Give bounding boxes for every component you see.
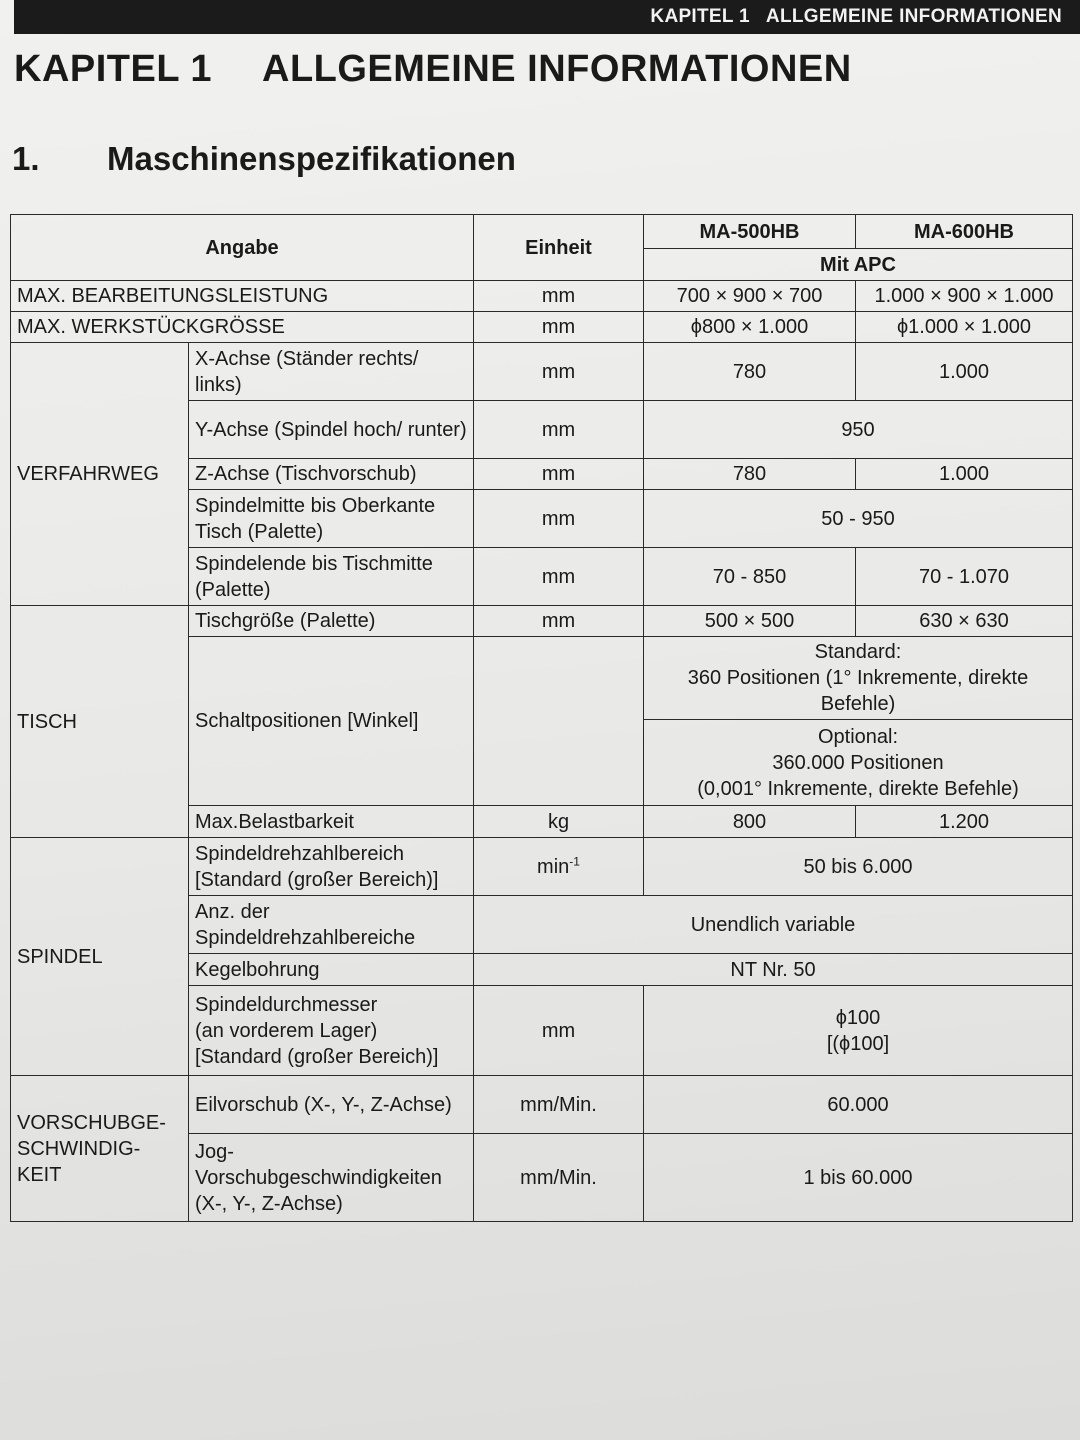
value-ma500hb: 500 × 500 (644, 606, 856, 637)
row-label-line: Vorschubgeschwindigkeiten (195, 1166, 442, 1189)
value-ma500hb: ϕ800 × 1.000 (644, 312, 856, 343)
row-label: Tischgröße (Palette) (189, 606, 474, 637)
table-row (11, 312, 1073, 343)
table-row (11, 343, 1073, 401)
row-label: Y-Achse (Spindel hoch/ runter) (189, 401, 474, 459)
row-label-line: [Standard (großer Bereich)] (195, 1045, 439, 1068)
header-model-ma600hb: MA-600HB (856, 215, 1073, 249)
table-row (11, 838, 1073, 896)
section-name: Maschinenspezifikationen (107, 140, 516, 177)
row-label: X-Achse (Ständer rechts/ links) (189, 343, 474, 401)
group-label-verfahrweg: VERFAHRWEG (11, 343, 189, 606)
row-label-line: Jog- (195, 1140, 234, 1163)
group-label-line: KEIT (17, 1163, 62, 1186)
row-unit: mm/Min. (474, 1076, 644, 1134)
row-unit: mm (474, 548, 644, 606)
value-ma600hb: 1.000 (856, 459, 1073, 490)
row-unit: mm (474, 401, 644, 459)
row-unit: kg (474, 806, 644, 838)
group-label-line: SCHWINDIG- (17, 1137, 141, 1160)
group-label-spindel: SPINDEL (11, 838, 189, 1076)
group-label-line: VORSCHUBGE- (17, 1111, 166, 1134)
value-ma500hb: 700 × 900 × 700 (644, 281, 856, 312)
row-label (189, 986, 474, 1076)
value-both-models: 50 bis 6.000 (644, 838, 1073, 896)
value-ma600hb: 630 × 630 (856, 606, 1073, 637)
section-number: 1. (12, 140, 40, 177)
row-label-line: Spindeldurchmesser (195, 993, 378, 1016)
value-both-models (644, 986, 1073, 1076)
value-both-models: 1 bis 60.000 (644, 1134, 1073, 1222)
row-label: Schaltpositionen [Winkel] (189, 637, 474, 806)
row-unit: mm/Min. (474, 1134, 644, 1222)
table-header-row (11, 215, 1073, 249)
row-unit (474, 838, 644, 896)
row-unit: mm (474, 281, 644, 312)
row-unit: mm (474, 986, 644, 1076)
row-unit: mm (474, 343, 644, 401)
chapter-name: ALLGEMEINE INFORMATIONEN (262, 48, 852, 90)
row-unit: mm (474, 459, 644, 490)
header-einheit: Einheit (474, 215, 644, 281)
row-label (189, 838, 474, 896)
standard-heading: Standard: (814, 641, 902, 663)
row-label-line: Spindeldrehzahlbereich (195, 842, 405, 865)
chapter-title (14, 48, 852, 91)
value-ma600hb: 70 - 1.070 (856, 548, 1073, 606)
value-both-models: 950 (644, 401, 1073, 459)
value-both-models: NT Nr. 50 (474, 954, 1073, 986)
header-model-ma500hb: MA-500HB (644, 215, 856, 249)
running-header-text: KAPITEL 1 ALLGEMEINE INFORMATIONEN (650, 6, 1062, 27)
table-row (11, 606, 1073, 637)
header-angabe: Angabe (11, 215, 474, 281)
value-ma500hb: 800 (644, 806, 856, 838)
value-schaltpositionen-standard (644, 637, 1073, 720)
row-label: Spindelmitte bis Oberkante Tisch (Palette) (189, 490, 474, 548)
row-label: Eilvorschub (X-, Y-, Z-Achse) (189, 1076, 474, 1134)
table-row (11, 281, 1073, 312)
group-label-vorschub (11, 1076, 189, 1222)
unit-base: min (537, 855, 570, 878)
chapter-number: KAPITEL 1 (14, 48, 213, 90)
value-ma600hb: 1.000 × 900 × 1.000 (856, 281, 1073, 312)
row-label-line: (X-, Y-, Z-Achse) (195, 1192, 343, 1215)
group-label-tisch: TISCH (11, 606, 189, 838)
value-line: ϕ100 (835, 1006, 881, 1029)
row-label-line: [Standard (großer Bereich)] (195, 868, 439, 891)
optional-heading: Optional: (817, 725, 899, 748)
value-ma600hb: 1.000 (856, 343, 1073, 401)
spec-table (10, 214, 1073, 1222)
running-header (14, 0, 1080, 34)
value-ma600hb: ϕ1.000 × 1.000 (856, 312, 1073, 343)
row-label-line: (an vorderem Lager) (195, 1019, 378, 1042)
standard-text: 360 Positionen (1° Inkremente, direkte Befehle) (687, 667, 1029, 715)
table-row (11, 1076, 1073, 1134)
row-label: Spindelende bis Tischmitte (Palette) (189, 548, 474, 606)
row-unit-empty (474, 637, 644, 806)
optional-line: 360.000 Positionen (772, 751, 944, 774)
value-ma500hb: 780 (644, 459, 856, 490)
row-label (189, 896, 474, 954)
row-label: MAX. WERKSTÜCKGRÖSSE (11, 312, 474, 343)
row-label: Z-Achse (Tischvorschub) (189, 459, 474, 490)
value-ma600hb: 1.200 (856, 806, 1073, 838)
row-unit: mm (474, 606, 644, 637)
row-label-line: Spindeldrehzahlbereiche (195, 926, 416, 949)
unit-exponent: -1 (569, 853, 580, 868)
value-both-models: Unendlich variable (474, 896, 1073, 954)
value-both-models: 60.000 (644, 1076, 1073, 1134)
section-title (12, 140, 516, 178)
row-label: Max.Belastbarkeit (189, 806, 474, 838)
value-ma500hb: 70 - 850 (644, 548, 856, 606)
optional-line: (0,001° Inkremente, direkte Befehle) (697, 777, 1019, 800)
row-label: MAX. BEARBEITUNGSLEISTUNG (11, 281, 474, 312)
row-label-line: Anz. der (195, 900, 270, 923)
value-schaltpositionen-optional (644, 720, 1073, 806)
value-both-models: 50 - 950 (644, 490, 1073, 548)
value-ma500hb: 780 (644, 343, 856, 401)
row-label (189, 1134, 474, 1222)
row-unit: mm (474, 312, 644, 343)
row-label: Kegelbohrung (189, 954, 474, 986)
row-unit: mm (474, 490, 644, 548)
header-mit-apc: Mit APC (644, 249, 1073, 281)
value-line: [(ϕ100] (826, 1032, 890, 1055)
